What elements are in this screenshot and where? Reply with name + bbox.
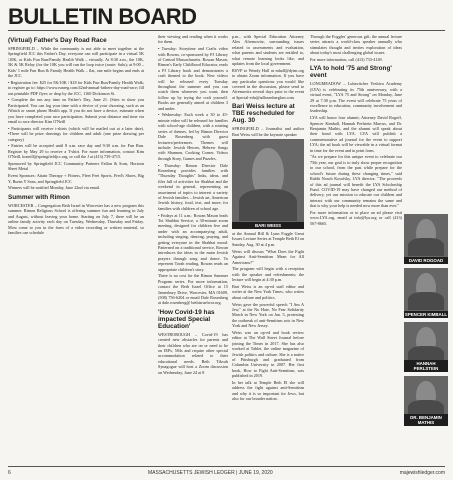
article-text: "As we prepare for this unique event to celebrate our 75th year, our goal is to truly show proper recognition to our school, from the past while prepare for the school's future during these changing times," said Rabbi Noach Kosofsky, LYA director. "The proceeds of this ad journal will benefit the LYA Scholarship Fund. COVID-19 may have changed our method of delivery, yet our mission to educate our children and interact with our community remains the same and that is why your help is needed now more than ever." — [310, 154, 402, 209]
article-text: LONGMEADOW – Lubavitcher Yeshiva Academy (LYA) is celebrating its 75th anniversary, with a virtual event, "LYA 75 and Strong" on Monday, June 29 at 7:30 p.m. The event will celebrate 75 years of excellence in education, community involvement and leadership. — [310, 81, 402, 114]
article-text: Weiss will discuss "What Does the Fight Against Anti-Semitism Mean for All Americans?" — [232, 248, 304, 265]
article-text: The program will begin with a reception with the speaker and refreshments; the lecture will begin at 4:30 p.m. — [232, 266, 304, 283]
publication-line: MASSACHUSETTS JEWISH LEDGER | JUNE 19, 2020 — [148, 470, 273, 476]
article-text: For more information or to place an ad please visit www.LYA.org, email at info@lya.org or call (413) 567-8665. — [310, 209, 402, 226]
portrait-shape — [239, 189, 297, 221]
article-text: For more information, call (413) 733-4149. — [310, 57, 383, 63]
article-text: In her talk at Temple Beth El she will address the fight against anti-Semitism and why it is so important for Jews, but also for our broader nation. — [232, 379, 304, 402]
article-text: SPRINGFIELD – Journalist and author Bari Weiss will be the keynote speaker — [232, 126, 304, 137]
portrait-shape — [408, 292, 443, 310]
article-text: Sponsored by Springfield JCC Community Partners Fallon & Sons, Horizon Sheet Metal — [8, 161, 144, 172]
alumni-photo — [404, 214, 448, 264]
portrait-shape — [408, 238, 443, 256]
page-number: 6 — [8, 470, 11, 476]
article-text: Winners will be notified Monday, June 22nd via email. — [8, 185, 101, 191]
photo-caption: DR. BENJAMIN MATHIS — [404, 414, 448, 426]
article-text: WESTBOROUGH – Covid-19 has created new obstacles for parents and their children who are on or need to be on IEPs, 504s and require other special accommodation related to their educational needs. Beth Tikvah Synagogue will host a Zoom discussion on Wednesday, June 24 at 8 — [158, 331, 228, 375]
article-text: • Tuesday: Storytime and Crafts video with Rowan, co-sponsored by PJ Library of Central Massachusetts. Rowan Mason, Rimon's Early Childhood Educator, reads a PJ Library book and demonstrates a craft themed to the book. New videos will be released every Tuesday throughout the summer and you can watch them whenever you want; then follow up by trying the craft yourself. Books are generally aimed at children 3 and under. — [158, 46, 228, 111]
article-text: • Thursday: Rimon Director Dale Rosenberg provides families with "Thursday Thoughts" links, ideas, and files full of activities for Shabbat and the weekend in general, representing an assortment of topics to interest a variety of Jewish families – Jewish art, American Jewish history, food, text, and more; for families with children of school age. — [158, 162, 228, 211]
article-text: WORCESTER – Congregation Beth Israel in Worcester has a new program this summer. Rimon Religious School is offering summer fun and learning in July and August, without leaving your home. Starting on July 7, there will be an online family activity each day on Tuesday, Wednesday, Thursday and Friday. Most come to you in the form of a video recording or written material, so families can schedule — [8, 202, 144, 235]
article-text: • Participants will receive t-shirts (which will be mailed out at a later date). •There will be prize drawings for children and adult (one prize drawing per category) — [8, 125, 144, 142]
article-text: their viewing and reading when it works for them. — [158, 34, 228, 45]
column-4 — [310, 34, 402, 228]
bari-weiss-article — [232, 34, 304, 403]
article-text: There is no cost for the Rimon Summer Program series. For more information, contact the Beth Israel Office at 15 Jamesbury Drive, Worcester, MA 01609, (508) 756-6204 or email Dale Rosenberg at dale.rosenberg@ bethisraelwor.org. — [158, 273, 228, 306]
column-1 — [8, 34, 144, 237]
article-text: Weiss was an op-ed and book review editor at The Wall Street Journal before joining the Times in 2017. She has also worked at Tablet, the online magazine of Jewish politics and culture. She is a native of Pittsburgh and graduated from Columbia University in 2007. Her first book, How to Fight Anti-Semitism, was published in 2019. — [232, 329, 304, 379]
website-link[interactable]: majewishledger.com — [399, 470, 445, 476]
article-title: Summer with Rimon — [8, 193, 70, 201]
article-text: • Wednesday: Each week a 30 to 45-minute video will be released for families with school-age children, with a rotating series of themes, led by Rimon Director Dale Rosenberg with guest lecturers/performers. Themes will include: Jewish Heroes, Hebrew Songs with Shannon, Cooking Corner, Videos through Story, Games and Puzzles. — [158, 112, 228, 161]
article-title: LYA to hold '75 and Strong' event — [310, 65, 392, 80]
photo-caption: SPENCER KIMBALL — [404, 312, 448, 317]
article-text: at the Annual Bill & Lynn Foggle Great Issues Lecture Series at Temple Beth El on Sunday, Aug. 30 at 4 p.m. — [232, 231, 304, 247]
masthead: BULLETIN BOARD — [8, 4, 197, 29]
article-text: • Fridays at 11 a.m.: Rowan Mason leads Tot Shabbat Service, a 30-minute zoom meeting, designed for children five and under with an accompanying adult, including singing, dancing, praying, and getting everyone in the Shabbat mood. Patterned on a traditional service, Rowan introduces the ideas in the main Jewish prayers through song and dance. To represent Torah reading, Rowan reads an appropriate children's story. — [158, 212, 228, 272]
article-text: LYA will honor four alumni; Attorney David Rogoff, Spencer Kimball, Hannah Perlstein Marcus, and Dr. Benjamin Mathis, and the alumni will speak about their bond with LYA. LYA will publish a commemorative ad journal for the event to support LYA; the ad book will be viewable in a virtual format in time for the event and in print form. — [310, 115, 402, 153]
article-text: RSVP to Wendy Hall at mhall@dytm.org to obtain Zoom information. If you have any particular questions you would like covered in the discussion, please send to Afremovitz several days prior to the event at Special-edu@adlosenberglaw.com — [232, 67, 304, 100]
article-text: p.m., with Special Education Attorney Alex Afremovitz, surrounding issues related to assessments and evaluation, what parents and students are entitled to, what remote learning looks like, and updates from the local government. — [232, 34, 304, 67]
article-text: Bari Weiss is an op-ed staff editor and writer at the New York Times, who writes about culture and politics. — [232, 283, 304, 300]
article-text: • Entries will be accepted until 8 a.m. race day and 9:30 a.m. for Fun Run. Register by May 29 to receive a T-shirt. For more information, contact Kim O'Neill, koneill@springfieldjcc.org, or call the J at (413) 739-4715. — [8, 143, 144, 160]
page-footer — [8, 466, 445, 476]
article-text: • Complete the run any time on Father's Day, June 21. (Sites to show you Participated: You can log your time with a device of your choosing, such as an iWatch or smart phone Health app. If you do not have a device, estimate when you have completed your race participation. Submit your distance and time via email to race director Kim O'Neill — [8, 97, 144, 125]
column-2 — [158, 34, 228, 377]
photo-caption: BARI WEISS — [232, 222, 304, 229]
article-title: Bari Weiss lecture at TBE rescheduled for Aug. 30 — [232, 103, 295, 125]
article-text: Weiss gave the powerful speech "I Am A Jew," at the No Hate, No Fear Solidarity March in New York on Jan. 5, protesting the outbreak of anti-Semitism acts in New York and New Jersey. — [232, 301, 304, 329]
alumni-photo — [404, 268, 448, 318]
alumni-photo — [404, 322, 448, 372]
article-text: SPRINGFIELD – While the community is not able to meet together at the Springfield JCC this Father's Day, everyone can still participate in a virtual 5K /10K, or Kids Fun Run/Family Health Walk – virtually. At 8:30 a.m., the 10K, 5K & 5K Relay (for the 10K you will run the loop twice (route: Sulu); at 9:00 – Kids' 1 mile Fun Run & Family Health Walk – flat, one mile begins and ends at the JCC. — [8, 46, 144, 79]
article-text: Through the Foggles' generous gift, the annual lecture series attracts a world-class speaker annually who stimulates thought and invites exploration of ideas about today's most challenging global issues. — [310, 34, 402, 56]
article-title: 'How Covid-19 has impacted Special Education' — [158, 308, 215, 330]
masthead-rule — [8, 30, 445, 31]
article-title: (Virtual) Father's Day Road Race — [8, 37, 107, 44]
alumni-photo — [404, 376, 448, 426]
article-text: Event Sponsors: Attain Therapy + Fitness, Fleet Feet Sports, Fred's Shoes, Big Y, Burns Y Sons, and Springfield JCC — [8, 173, 144, 184]
article-text: • Registration fee: $25 for 5K/10K / $18 for Kids Fun Run/Family Health Walk; to register go to: https://www.runreg.com/42nd-annual-fathers-day-road-race; fill out printable PDF flyer; or drop by the JCC, 1160 Dickinson St. — [8, 79, 144, 96]
bari-weiss-photo — [232, 139, 304, 229]
photo-caption: HANNAH PERLSTEIN — [404, 360, 448, 372]
photo-caption: DAVID ROGOAD — [404, 257, 448, 264]
